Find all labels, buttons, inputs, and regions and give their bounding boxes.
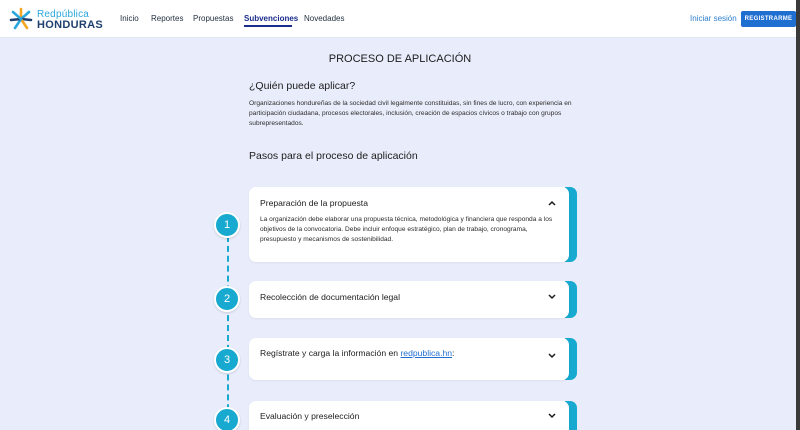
nav-item-subvenciones[interactable]: Subvenciones xyxy=(244,14,299,23)
redpublica-link[interactable]: redpublica.hn xyxy=(400,348,453,358)
step-title-3-suffix: : xyxy=(452,348,455,358)
step-body-1: La organización debe elaborar una propuesta técnica, metodológica y financiera que responda a los objetivos de la convocatoria. Debe incluir enfoque estratégico, plan de trabajo, cronograma, presupuesto y mecanismos de sostenibilidad. xyxy=(260,216,553,243)
top-navbar xyxy=(0,0,800,38)
window-edge xyxy=(796,0,800,430)
step-title-3-prefix: Regístrate y carga la información en xyxy=(260,348,401,358)
step-title-1: Preparación de la propuesta xyxy=(260,198,368,208)
nav-item-reportes[interactable]: Reportes xyxy=(151,14,184,23)
step-card-3[interactable] xyxy=(249,338,569,380)
chevron-down-icon[interactable] xyxy=(547,352,557,360)
nav-item-inicio[interactable]: Inicio xyxy=(120,14,139,23)
step-card-4[interactable] xyxy=(249,401,569,430)
timeline-connector xyxy=(227,236,229,430)
step-title-2: Recolección de documentación legal xyxy=(260,292,400,302)
login-link[interactable]: Iniciar sesión xyxy=(690,14,737,23)
step-card-2[interactable] xyxy=(249,281,569,318)
brand-name-top[interactable]: Redpública xyxy=(37,9,90,20)
step-card-1[interactable] xyxy=(249,187,569,262)
step-number-3: 3 xyxy=(214,347,240,373)
step-number-4: 4 xyxy=(214,407,240,430)
eligibility-heading: ¿Quién puede aplicar? xyxy=(249,80,356,92)
step-number-2: 2 xyxy=(214,286,240,312)
chevron-down-icon[interactable] xyxy=(547,412,557,420)
redpublica-logo-icon[interactable] xyxy=(9,7,33,31)
steps-heading: Pasos para el proceso de aplicación xyxy=(249,150,418,162)
nav-active-indicator xyxy=(244,25,292,27)
step-title-4: Evaluación y preselección xyxy=(260,411,360,421)
chevron-down-icon[interactable] xyxy=(547,293,557,301)
step-number-1: 1 xyxy=(214,212,240,238)
nav-item-propuestas[interactable]: Propuestas xyxy=(193,14,234,23)
page-title: PROCESO DE APLICACIÓN xyxy=(328,53,472,65)
chevron-up-icon[interactable] xyxy=(547,199,557,207)
eligibility-text: Organizaciones hondureñas de la sociedad civil legalmente constituidas, sin fines de lucro, con experiencia en participación ciudadana, procesos electorales, inclusión, creación de espacios cívicos o trabajo con grupos subrepresentados. xyxy=(249,100,572,127)
register-button[interactable]: REGISTRARME xyxy=(741,11,796,27)
nav-item-novedades[interactable]: Novedades xyxy=(304,14,345,23)
brand-name-bottom[interactable]: HONDURAS xyxy=(37,19,103,31)
step-title-3 xyxy=(260,348,454,358)
